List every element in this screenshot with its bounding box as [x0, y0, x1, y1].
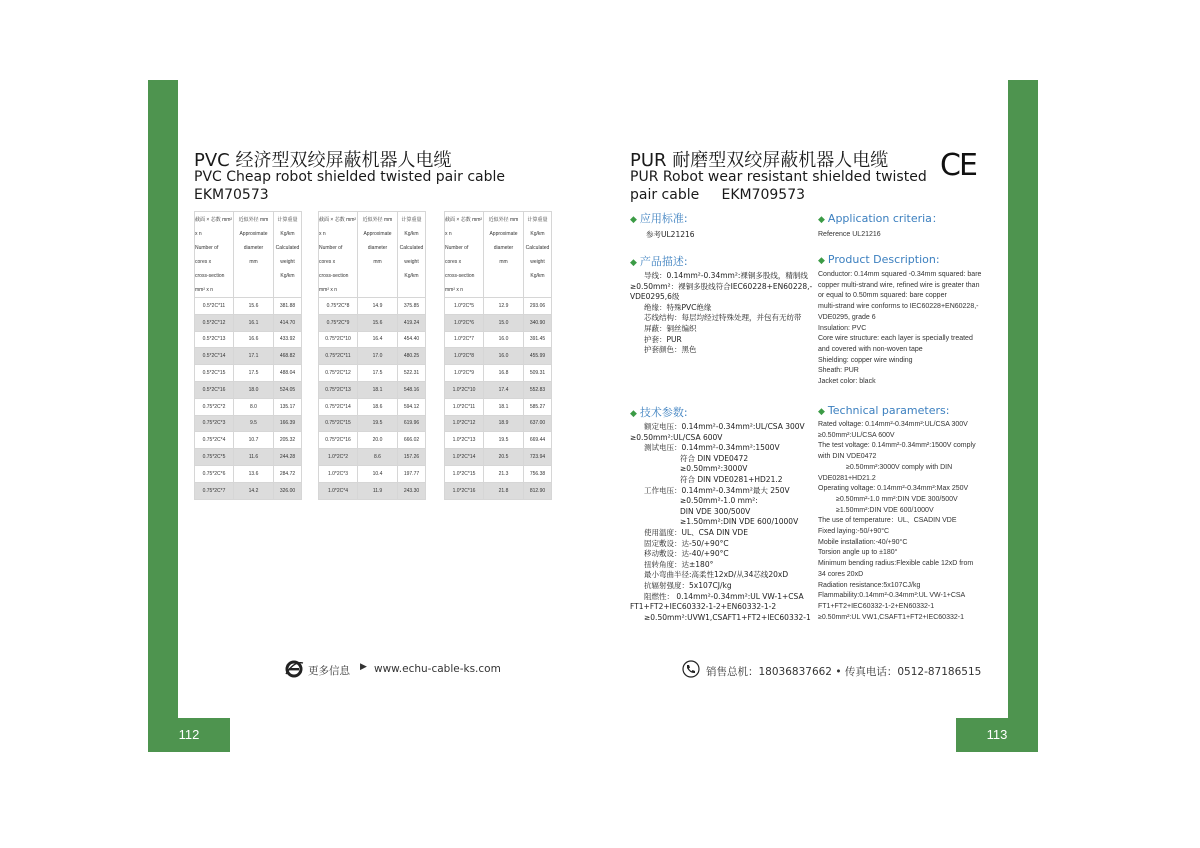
table-row — [195, 314, 302, 331]
text-line: Sheath: PUR — [818, 367, 859, 375]
footer-sales-contact: 销售总机：18036837662 • 传真电话：0512-87186515 — [706, 666, 982, 678]
text-line: 工作电压：0.14mm²-0.34mm²最大 250V — [644, 485, 790, 495]
text-line: ≥1.50mm²:DIN VDE 600/1000V — [680, 517, 799, 527]
text-line: FT1+FT2+IEC60332-1-2+EN60332-1-2 — [630, 602, 777, 612]
table-cell: 1.0*2C*3 — [319, 465, 358, 482]
table-cell: 16.0 — [484, 331, 524, 348]
bullet-icon: ◆ — [630, 258, 637, 268]
bullet-icon: ◆ — [630, 215, 637, 225]
table-row — [319, 398, 426, 415]
table-cell: 391.45 — [524, 331, 552, 348]
cn-tech-body — [630, 422, 811, 623]
text-line: multi-strand wire conforms to IEC60228+EN60228,- — [818, 303, 979, 311]
footer-more-info: 更多信息 — [308, 665, 350, 677]
text-line: Radiation resistance:5x107CJ/kg — [818, 581, 921, 589]
en-application-heading: ◆ Application criteria： — [818, 212, 943, 225]
table-row — [195, 449, 302, 466]
table-cell: 15.0 — [484, 314, 524, 331]
table-cell: 548.16 — [398, 381, 426, 398]
table-row — [195, 365, 302, 382]
table-cell: 20.0 — [358, 432, 398, 449]
table-row — [445, 348, 552, 365]
table-header-cell: 近似外径 mm Approximate diameter mm — [234, 212, 274, 298]
table-cell: 340.90 — [524, 314, 552, 331]
text-line: 抗辐射强度：5x107CJ/kg — [644, 580, 732, 590]
table-row — [195, 465, 302, 482]
table-cell: 8.0 — [234, 398, 274, 415]
table-cell: 12.9 — [484, 298, 524, 315]
table-header-cell: 计算重量 Kg/km Calculated weight Kg/km — [398, 212, 426, 298]
table-cell: 0.5*2C*16 — [195, 381, 234, 398]
text-line: 符合 DIN VDE0472 — [680, 453, 749, 463]
table-row — [319, 432, 426, 449]
table-cell: 20.5 — [484, 449, 524, 466]
table-cell: 205.32 — [274, 432, 302, 449]
text-line: Mobile installation:-40/+90°C — [818, 538, 908, 546]
en-description-body — [818, 270, 981, 388]
text-line: 测试电压：0.14mm²-0.34mm²:1500V — [644, 443, 780, 453]
table-row — [445, 365, 552, 382]
text-line: 扭转角度：达±180° — [644, 559, 714, 569]
table-cell: 11.9 — [358, 482, 398, 499]
text-line: 移动敷设：达-40/+90°C — [644, 549, 729, 559]
text-line: VDE0295, grade 6 — [818, 313, 876, 321]
table-cell: 480.25 — [398, 348, 426, 365]
text-line: ≥0.50mm²-1.0 mm²: — [680, 496, 758, 506]
table-cell: 1.0*2C*6 — [445, 314, 484, 331]
table-cell: 284.72 — [274, 465, 302, 482]
text-line: The test voltage: 0.14mm²-0.34mm²:1500V comply — [818, 442, 976, 450]
table-header-cell: 近似外径 mm Approximate diameter mm — [358, 212, 398, 298]
table-cell: 0.75*2C*11 — [319, 348, 358, 365]
arrow-right-icon: ▶ — [360, 662, 367, 672]
text-line: 使用温度：UL、CSA DIN VDE — [644, 527, 748, 537]
table-cell: 1.0*2C*7 — [445, 331, 484, 348]
table-cell: 21.3 — [484, 465, 524, 482]
text-line: DIN VDE 300/500V — [680, 506, 751, 516]
left-title-cn: PVC 经济型双绞屏蔽机器人电缆 — [194, 150, 452, 171]
text-line: ≥0.50mm²:UL VW1,CSAFT1+FT2+IEC60332-1 — [818, 613, 964, 621]
text-line: Minimum bending radius:Flexible cable 12xD from — [818, 560, 974, 568]
table-row — [319, 314, 426, 331]
en-application-body: Reference UL21216 — [818, 231, 881, 238]
bullet-icon: ◆ — [818, 407, 825, 417]
table-row — [319, 381, 426, 398]
website-link[interactable]: www.echu-cable-ks.com — [374, 663, 501, 675]
table-cell: 522.31 — [398, 365, 426, 382]
table-cell: 0.75*2C*2 — [195, 398, 234, 415]
table-cell: 1.0*2C*14 — [445, 449, 484, 466]
table-cell: 10.7 — [234, 432, 274, 449]
table-cell: 666.02 — [398, 432, 426, 449]
spec-table-2 — [318, 211, 426, 500]
table-row — [319, 415, 426, 432]
text-line: ≥0.50mm²:UVW1,CSAFT1+FT2+IEC60332-1 — [644, 612, 811, 622]
table-row — [445, 449, 552, 466]
cn-application-heading: ◆ 应用标准: — [630, 212, 688, 225]
text-line: Torsion angle up to ±180° — [818, 549, 898, 557]
table-cell: 8.6 — [358, 449, 398, 466]
text-line: Fixed laying:-50/+90°C — [818, 528, 890, 536]
table-cell: 15.6 — [358, 314, 398, 331]
text-line: Flammability:0.14mm²-0.34mm²:UL VW-1+CSA — [818, 592, 966, 600]
text-line: ≥0.50mm²-1.0 mm²:DIN VDE 300/500V — [836, 495, 958, 503]
cn-description-heading: ◆ 产品描述: — [630, 255, 688, 268]
phone-icon — [682, 660, 700, 678]
table-row — [195, 482, 302, 499]
table-cell: 135.17 — [274, 398, 302, 415]
table-cell: 0.5*2C*12 — [195, 314, 234, 331]
cn-application-body: 参考UL21216 — [646, 230, 695, 239]
text-line: 额定电压：0.14mm²-0.34mm²:UL/CSA 300V — [644, 422, 805, 431]
text-line: 阻燃性： 0.14mm²-0.34mm²:UL VW-1+CSA — [644, 591, 804, 601]
table-cell: 0.75*2C*12 — [319, 365, 358, 382]
table-header-cell: 截面 × 芯数 mm² x n Number of cores x cross-section mm² x n — [319, 212, 358, 298]
table-cell: 17.5 — [234, 365, 274, 382]
table-row — [319, 465, 426, 482]
table-cell: 17.4 — [484, 381, 524, 398]
table-cell: 18.1 — [358, 381, 398, 398]
text-line: Jacket color: black — [818, 378, 876, 386]
table-row — [195, 432, 302, 449]
table-cell: 0.5*2C*11 — [195, 298, 234, 315]
text-line: 护套颜色：黑色 — [644, 345, 697, 355]
text-line: Insulation: PVC — [818, 324, 867, 332]
table-cell: 1.0*2C*11 — [445, 398, 484, 415]
right-title-cn: PUR 耐磨型双绞屏蔽机器人电缆 — [630, 150, 889, 171]
spec-table-1 — [194, 211, 302, 500]
text-line: 34 cores 20xD — [818, 570, 864, 578]
table-row — [319, 449, 426, 466]
table-cell: 1.0*2C*9 — [445, 365, 484, 382]
table-cell: 619.96 — [398, 415, 426, 432]
left-page — [148, 80, 600, 752]
text-line: VDE0295,6级 — [630, 292, 680, 302]
text-line: Conductor: 0.14mm squared -0.34mm squared: bare — [818, 271, 982, 278]
text-line: 符合 DIN VDE0281+HD21.2 — [680, 474, 783, 484]
text-line: ≥0.50mm²:UL/CSA 600V — [818, 431, 895, 439]
table-cell: 243.30 — [398, 482, 426, 499]
text-line: ≥0.50mm²：裸铜多股线符合IEC60228+EN60228,- — [630, 281, 813, 291]
table-row — [319, 298, 426, 315]
text-line: 护套：PUR — [644, 334, 682, 344]
bullet-icon: ◆ — [818, 215, 825, 225]
en-description-heading: ◆ Product Description: — [818, 253, 940, 266]
text-line: Rated voltage: 0.14mm²-0.34mm²:UL/CSA 300V — [818, 421, 968, 428]
text-line: VDE0281+HD21.2 — [818, 474, 876, 482]
internet-explorer-icon — [284, 659, 304, 679]
text-line: FT1+FT2+IEC60332-1-2+EN60332-1 — [818, 602, 935, 610]
table-row — [195, 331, 302, 348]
table-cell: 0.75*2C*14 — [319, 398, 358, 415]
table-row — [445, 432, 552, 449]
table-cell: 0.75*2C*6 — [195, 465, 234, 482]
table-row — [319, 348, 426, 365]
table-cell: 1.0*2C*5 — [445, 298, 484, 315]
table-cell: 17.5 — [358, 365, 398, 382]
table-row — [319, 482, 426, 499]
cn-description-body — [630, 271, 812, 356]
table-cell: 468.82 — [274, 348, 302, 365]
text-line: 固定敷设：达-50/+90°C — [644, 538, 729, 548]
table-header-cell: 计算重量 Kg/km Calculated weight Kg/km — [524, 212, 552, 298]
table-row — [319, 331, 426, 348]
table-cell: 414.70 — [274, 314, 302, 331]
table-cell: 16.8 — [484, 365, 524, 382]
table-cell: 1.0*2C*16 — [445, 482, 484, 499]
table-cell: 0.75*2C*9 — [319, 314, 358, 331]
right-title-en-line2: pair cable EKM709573 — [630, 187, 806, 203]
left-green-spine — [148, 80, 178, 752]
table-cell: 0.75*2C*8 — [319, 298, 358, 315]
table-cell: 19.5 — [484, 432, 524, 449]
table-cell: 244.28 — [274, 449, 302, 466]
table-cell: 18.0 — [234, 381, 274, 398]
table-cell: 552.83 — [524, 381, 552, 398]
table-cell: 157.26 — [398, 449, 426, 466]
table-cell: 10.4 — [358, 465, 398, 482]
left-title-en-line1: PVC Cheap robot shielded twisted pair cable — [194, 169, 506, 185]
table-cell: 509.31 — [524, 365, 552, 382]
table-cell: 21.8 — [484, 482, 524, 499]
cn-tech-heading: ◆ 技术参数: — [630, 406, 688, 419]
text-line: or equal to 0.50mm squared: bare copper — [818, 292, 947, 300]
left-title-en-line2: EKM70573 — [194, 187, 269, 203]
table-row — [445, 482, 552, 499]
table-cell: 1.0*2C*13 — [445, 432, 484, 449]
text-line: ≥0.50mm²:UL/CSA 600V — [630, 432, 723, 442]
table-cell: 1.0*2C*2 — [319, 449, 358, 466]
table-header-cell: 计算重量 Kg/km Calculated weight Kg/km — [274, 212, 302, 298]
table-cell: 488.04 — [274, 365, 302, 382]
text-line: 芯线结构：每层均经过特殊处理，并包有无纺带 — [644, 313, 802, 323]
table-row — [445, 398, 552, 415]
table-cell: 524.05 — [274, 381, 302, 398]
page-number-right: 113 — [956, 718, 1038, 752]
table-cell: 637.00 — [524, 415, 552, 432]
table-cell: 18.1 — [484, 398, 524, 415]
table-cell: 17.0 — [358, 348, 398, 365]
table-cell: 812.90 — [524, 482, 552, 499]
table-cell: 1.0*2C*8 — [445, 348, 484, 365]
table-cell: 326.00 — [274, 482, 302, 499]
ce-mark-logo: CE — [940, 148, 976, 183]
table-cell: 585.27 — [524, 398, 552, 415]
table-row — [445, 314, 552, 331]
page-number-left: 112 — [148, 718, 230, 752]
en-tech-body — [818, 420, 976, 623]
table-cell: 454.40 — [398, 331, 426, 348]
table-cell: 669.44 — [524, 432, 552, 449]
table-cell: 166.39 — [274, 415, 302, 432]
table-cell: 594.12 — [398, 398, 426, 415]
table-row — [445, 331, 552, 348]
table-cell: 197.77 — [398, 465, 426, 482]
table-cell: 455.99 — [524, 348, 552, 365]
table-cell: 14.9 — [358, 298, 398, 315]
table-cell: 419.24 — [398, 314, 426, 331]
table-row — [445, 415, 552, 432]
spec-table-3 — [444, 211, 552, 500]
table-cell: 9.5 — [234, 415, 274, 432]
table-cell: 17.1 — [234, 348, 274, 365]
table-row — [195, 348, 302, 365]
table-header-cell: 截面 × 芯数 mm² x n Number of cores x cross-section mm² x n — [195, 212, 234, 298]
table-cell: 293.06 — [524, 298, 552, 315]
table-cell: 13.6 — [234, 465, 274, 482]
text-line: The use of temperature：UL、CSADIN VDE — [818, 517, 957, 525]
text-line: ≥0.50mm²:3000V — [680, 464, 748, 474]
table-row — [445, 381, 552, 398]
table-cell: 1.0*2C*15 — [445, 465, 484, 482]
text-line: with DIN VDE0472 — [818, 453, 877, 461]
table-row — [445, 465, 552, 482]
text-line: copper multi-strand wire, refined wire is greater than — [818, 281, 980, 289]
table-row — [319, 365, 426, 382]
table-cell: 11.6 — [234, 449, 274, 466]
table-cell: 16.0 — [484, 348, 524, 365]
text-line: ≥0.50mm²:3000V comply with DIN — [846, 463, 953, 471]
table-cell: 16.1 — [234, 314, 274, 331]
table-cell: 0.5*2C*13 — [195, 331, 234, 348]
table-row — [445, 298, 552, 315]
table-cell: 0.75*2C*7 — [195, 482, 234, 499]
text-line: Core wire structure: each layer is specially treated — [818, 335, 973, 343]
table-row — [195, 381, 302, 398]
text-line: Operating voltage: 0.14mm²-0.34mm²:Max 250V — [818, 485, 969, 493]
table-cell: 375.85 — [398, 298, 426, 315]
table-cell: 0.75*2C*10 — [319, 331, 358, 348]
table-cell: 0.75*2C*5 — [195, 449, 234, 466]
right-page — [600, 80, 1038, 752]
text-line: 绝缘：特殊PVC绝缘 — [644, 302, 712, 312]
table-cell: 381.88 — [274, 298, 302, 315]
bullet-icon: ◆ — [818, 256, 825, 266]
table-header-cell: 截面 × 芯数 mm² x n Number of cores x cross-section mm² x n — [445, 212, 484, 298]
table-cell: 0.75*2C*16 — [319, 432, 358, 449]
table-cell: 756.38 — [524, 465, 552, 482]
table-cell: 0.75*2C*15 — [319, 415, 358, 432]
table-cell: 19.5 — [358, 415, 398, 432]
table-cell: 1.0*2C*12 — [445, 415, 484, 432]
text-line: 最小弯曲半径:高柔性12xD/从34芯线20xD — [644, 570, 789, 580]
text-line: Shielding: copper wire winding — [818, 356, 913, 364]
text-line: and covered with non-woven tape — [818, 345, 923, 353]
table-cell: 18.6 — [358, 398, 398, 415]
table-row — [195, 398, 302, 415]
table-cell: 16.4 — [358, 331, 398, 348]
bullet-icon: ◆ — [630, 409, 637, 419]
table-row — [195, 415, 302, 432]
table-cell: 723.94 — [524, 449, 552, 466]
table-cell: 1.0*2C*4 — [319, 482, 358, 499]
en-tech-heading: ◆ Technical parameters: — [818, 404, 950, 417]
table-row — [195, 298, 302, 315]
right-green-spine — [1008, 80, 1038, 752]
table-cell: 1.0*2C*10 — [445, 381, 484, 398]
table-cell: 14.2 — [234, 482, 274, 499]
table-cell: 16.6 — [234, 331, 274, 348]
table-header-cell: 近似外径 mm Approximate diameter mm — [484, 212, 524, 298]
right-title-en-line1: PUR Robot wear resistant shielded twisted — [630, 169, 927, 185]
table-cell: 18.9 — [484, 415, 524, 432]
table-cell: 0.5*2C*14 — [195, 348, 234, 365]
table-cell: 0.75*2C*3 — [195, 415, 234, 432]
table-cell: 0.5*2C*15 — [195, 365, 234, 382]
table-cell: 0.75*2C*13 — [319, 381, 358, 398]
text-line: 屏蔽：铜丝编织 — [644, 323, 697, 333]
text-line: 导线：0.14mm²-0.34mm²:裸铜多股线，精制线 — [644, 271, 808, 280]
table-cell: 0.75*2C*4 — [195, 432, 234, 449]
table-cell: 15.6 — [234, 298, 274, 315]
table-cell: 433.92 — [274, 331, 302, 348]
text-line: ≥1.50mm²:DIN VDE 600/1000V — [836, 506, 934, 514]
